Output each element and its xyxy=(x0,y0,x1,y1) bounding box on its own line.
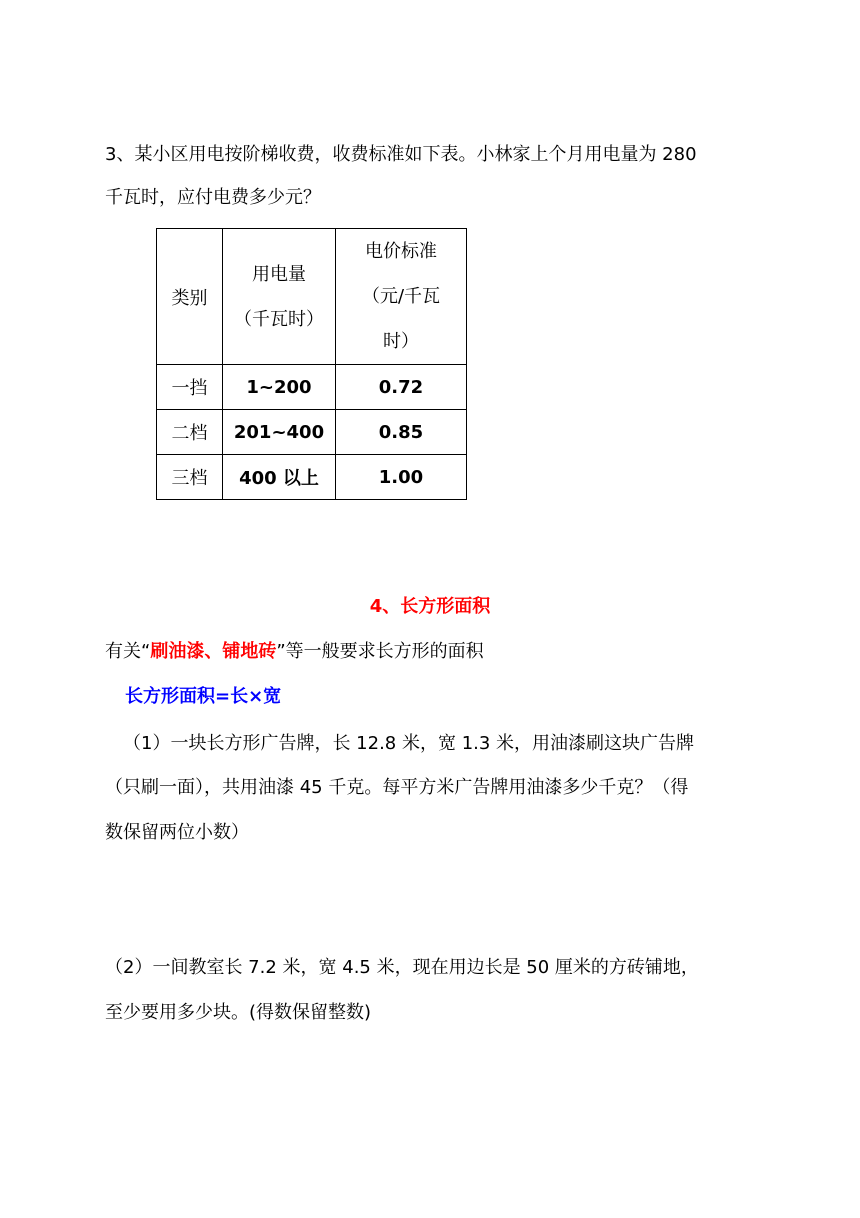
table-header-row xyxy=(157,229,467,365)
header-usage-line-2: （千瓦时） xyxy=(234,308,324,330)
problem-2-line-1: （2）一间教室长 7.2 米，宽 4.5 米，现在用边长是 50 厘米的方砖铺地， xyxy=(105,957,699,978)
header-usage xyxy=(223,229,336,365)
section-4-intro xyxy=(105,640,484,664)
intro-prefix: 有关“ xyxy=(105,641,151,662)
row-usage: 1~200 xyxy=(223,365,336,410)
row-usage: 400 以上 xyxy=(223,455,336,500)
question-3-line-1: 3、某小区用电按阶梯收费，收费标准如下表。小林家上个月用电量为 280 xyxy=(105,144,697,165)
row-price: 0.85 xyxy=(336,410,467,455)
row-price: 1.00 xyxy=(336,455,467,500)
header-usage-line-1: 用电量 xyxy=(252,263,306,285)
row-usage: 201~400 xyxy=(223,410,336,455)
header-price-line-1: 电价标准 xyxy=(365,241,437,262)
header-price xyxy=(336,229,467,365)
area-formula: 长方形面积=长×宽 xyxy=(125,686,282,707)
header-price-line-2: （元/千瓦 xyxy=(361,286,441,307)
section-4-title: 4、长方形面积 xyxy=(369,596,491,617)
question-3-line-2: 千瓦时，应付电费多少元？ xyxy=(105,187,321,208)
intro-highlight: 刷油漆、铺地砖 xyxy=(150,641,277,662)
problem-1-line-1: （1）一块长方形广告牌，长 12.8 米，宽 1.3 米，用油漆刷这块广告牌 xyxy=(123,733,695,754)
row-category: 二档 xyxy=(157,410,223,455)
header-price-line-3: 时） xyxy=(383,331,419,352)
row-category: 一挡 xyxy=(157,365,223,410)
intro-suffix: ”等一般要求长方形的面积 xyxy=(276,641,484,662)
problem-1-line-2: （只刷一面），共用油漆 45 千克。每平方米广告牌用油漆多少千克？（得 xyxy=(105,777,689,798)
problem-1-line-3: 数保留两位小数） xyxy=(105,822,249,843)
table-row xyxy=(157,455,467,500)
problem-2-line-2: 至少要用多少块。(得数保留整数) xyxy=(105,1002,372,1023)
table-row xyxy=(157,410,467,455)
electricity-fee-table xyxy=(156,228,467,500)
row-category: 三档 xyxy=(157,455,223,500)
header-category: 类别 xyxy=(157,229,223,365)
row-price: 0.72 xyxy=(336,365,467,410)
table-row xyxy=(157,365,467,410)
